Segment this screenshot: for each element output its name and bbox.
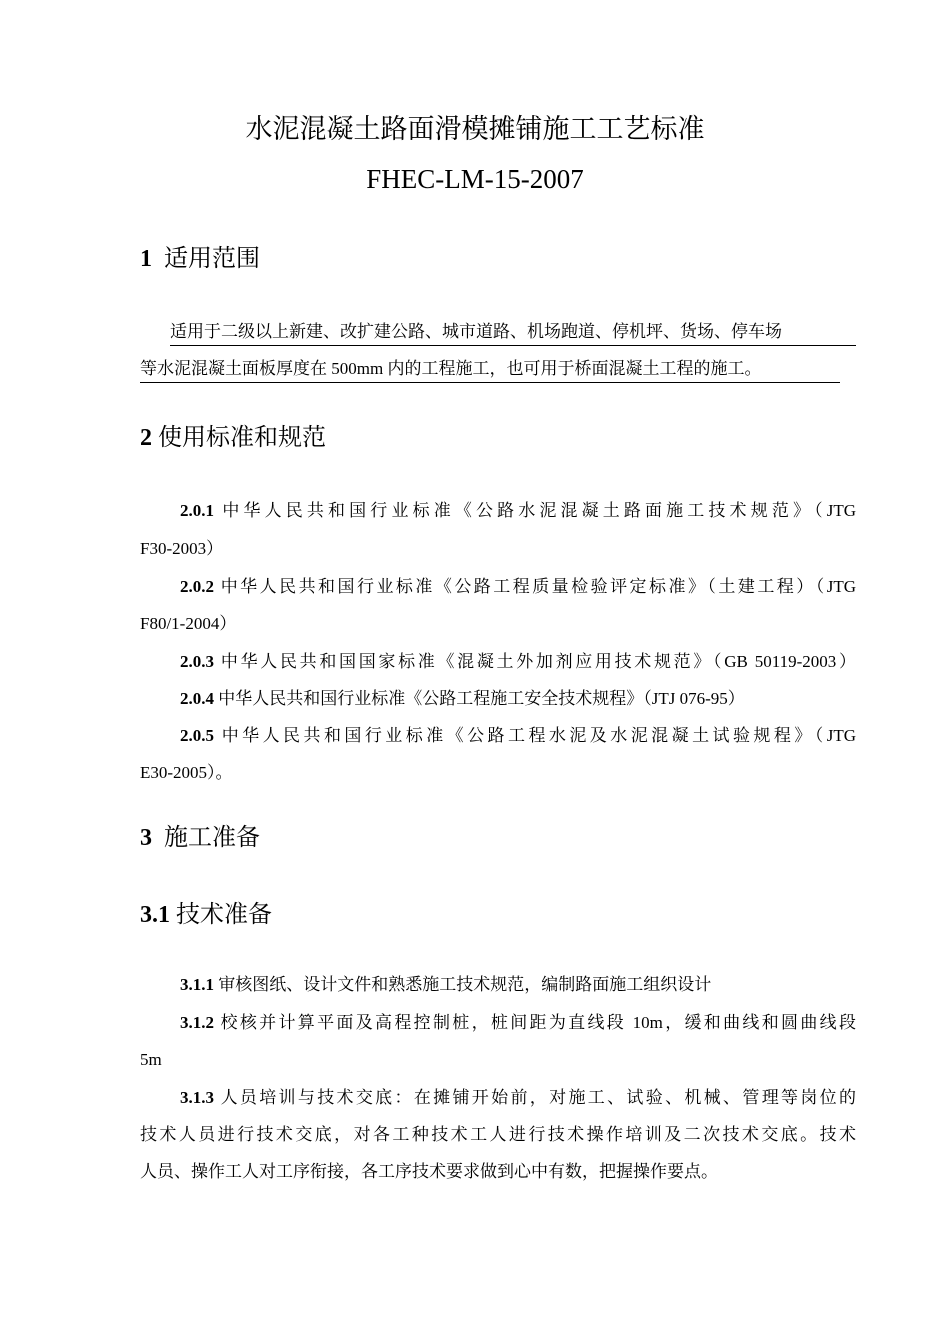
section-title: 适用范围: [164, 246, 260, 272]
item-text: 人员培训与技术交底：在摊铺开始前，对施工、试验、机械、管理等岗位的: [214, 1088, 856, 1107]
item-text: 中华人民共和国行业标准《公路工程质量检验评定标准》（土建工程）（JTG: [214, 577, 856, 596]
reference-item: [180, 725, 856, 747]
section-title: 使用标准和规范: [158, 425, 326, 451]
step-item: [180, 1087, 856, 1109]
item-text: 校核并计算平面及高程控制桩，桩间距为直线段 10m，缓和曲线和圆曲线段: [214, 1013, 856, 1032]
step-item-continuation: 5m: [140, 1050, 162, 1069]
reference-item-continuation: F80/1-2004）: [140, 614, 237, 633]
section-2-heading: [140, 423, 326, 453]
document-title: 水泥混凝土路面滑模摊铺施工工艺标准: [245, 114, 705, 144]
document-code: FHEC-LM-15-2007: [366, 164, 584, 194]
item-number: 2.0.1: [180, 501, 214, 520]
item-number: 3.1.2: [180, 1013, 214, 1032]
item-number: 3.1.3: [180, 1088, 214, 1107]
section-title: 施工准备: [164, 825, 260, 851]
step-item: [180, 974, 856, 996]
section-1-paragraph-line: [140, 358, 840, 383]
item-number: 3.1.1: [180, 975, 214, 994]
section-number: 2: [140, 425, 152, 451]
item-number: 2.0.3: [180, 652, 214, 671]
section-1-paragraph-line: [170, 321, 856, 346]
item-text: 中华人民共和国行业标准《公路工程施工安全技术规程》（JTJ 076-95）: [214, 689, 745, 708]
reference-item-continuation: F30-2003）: [140, 539, 224, 558]
subsection-title: 技术准备: [176, 902, 272, 928]
reference-item: [180, 576, 856, 598]
underlined-text: 适用于二级以上新建、改扩建公路、城市道路、机场跑道、停机坪、货场、停车场: [170, 321, 856, 346]
item-number: 2.0.5: [180, 726, 214, 745]
item-text: 中华人民共和国国家标准《混凝土外加剂应用技术规范》（GB 50119-2003）: [214, 652, 856, 671]
section-number: 3: [140, 825, 152, 851]
step-item: [180, 1012, 856, 1034]
subsection-3-1-heading: [140, 900, 272, 930]
underlined-text: 等水泥混凝土面板厚度在 500mm 内的工程施工，也可用于桥面混凝土工程的施工。: [140, 358, 840, 383]
item-number: 2.0.4: [180, 689, 214, 708]
section-3-heading: [140, 823, 260, 853]
reference-item: [180, 688, 856, 710]
reference-item-continuation: E30-2005）。: [140, 763, 233, 782]
item-text: 中华人民共和国行业标准《公路工程水泥及水泥混凝土试验规程》（JTG: [214, 726, 856, 745]
reference-item: [180, 651, 856, 673]
section-number: 1: [140, 246, 152, 272]
step-item-continuation: 技术人员进行技术交底，对各工种技术工人进行技术操作培训及二次技术交底。技术: [140, 1125, 856, 1144]
reference-item: [180, 500, 856, 522]
section-1-heading: [140, 244, 260, 274]
item-text: 审核图纸、设计文件和熟悉施工技术规范，编制路面施工组织设计: [214, 975, 712, 994]
item-text: 中华人民共和国行业标准《公路水泥混凝土路面施工技术规范》（JTG: [214, 501, 856, 520]
step-item-continuation: 人员、操作工人对工序衔接，各工序技术要求做到心中有数，把握操作要点。: [140, 1162, 718, 1181]
subsection-number: 3.1: [140, 902, 170, 928]
item-number: 2.0.2: [180, 577, 214, 596]
